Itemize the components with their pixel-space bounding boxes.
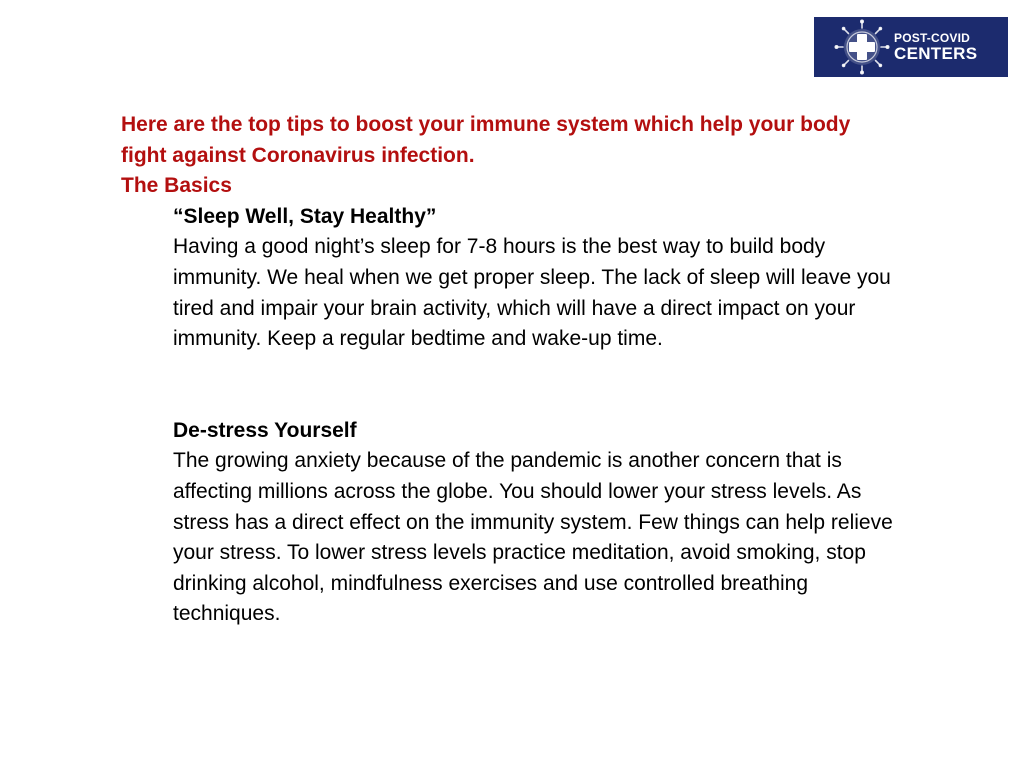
basics-subheading: The Basics	[121, 174, 232, 198]
tip-sleep-title: “Sleep Well, Stay Healthy”	[173, 204, 437, 228]
logo-wordmark	[894, 32, 977, 62]
logo-line-2: CENTERS	[894, 44, 978, 63]
tip-destress-body: The growing anxiety because of the pandemic is another concern that is affecting millions across the globe. You should lower your stress levels. As stress has a direct effect on the immunity system. Few things can help relieve your stress. To lower stress levels practice meditation, avoid smoking, stop drinking alcohol, mindfulness exercises and use controlled breathing techniques.	[173, 449, 893, 626]
logo-line-1: POST-COVID	[894, 31, 971, 45]
post-covid-centers-logo	[814, 17, 1008, 77]
tip-destress-title: De-stress Yourself	[173, 418, 357, 442]
virus-cross-icon	[834, 19, 890, 75]
tip-sleep-section	[173, 202, 901, 355]
tips-content	[121, 110, 901, 630]
intro-heading: Here are the top tips to boost your immune system which help your body fight against Coronavirus infection.	[121, 113, 851, 167]
tip-sleep-body: Having a good night’s sleep for 7-8 hours is the best way to build body immunity. We heal when we get proper sleep. The lack of sleep will leave you tired and impair your brain activity, which will have a direct impact on your immunity. Keep a regular bedtime and wake-up time.	[173, 235, 891, 351]
section-spacer	[121, 355, 901, 416]
tip-destress-section	[173, 416, 901, 630]
